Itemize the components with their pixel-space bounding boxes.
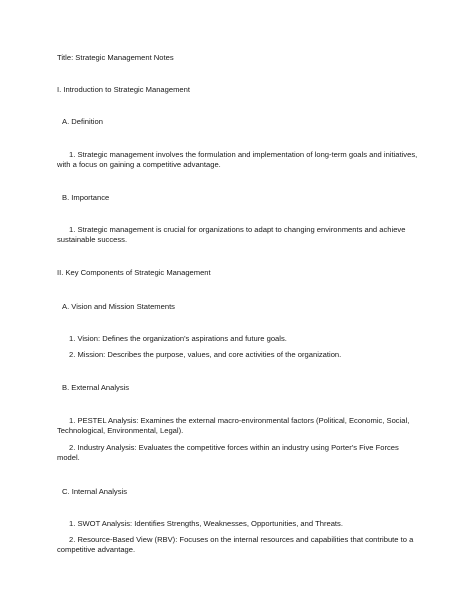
section-2c-item-2: 2. Resource-Based View (RBV): Focuses on the internal resources and capabilities that contribute to a competitive advantage. bbox=[57, 535, 414, 555]
section-1a-item-1: 1. Strategic management involves the formulation and implementation of long-term goals and initiatives, with a focus on gaining a competitive advantage. bbox=[57, 150, 418, 170]
section-2a-heading: A. Vision and Mission Statements bbox=[62, 302, 175, 311]
section-1-heading: I. Introduction to Strategic Management bbox=[57, 85, 190, 94]
section-2c-heading: C. Internal Analysis bbox=[62, 487, 127, 496]
document-title: Title: Strategic Management Notes bbox=[57, 53, 174, 62]
section-2a-item-1: 1. Vision: Defines the organization's aspirations and future goals. bbox=[69, 334, 287, 343]
section-2a-item-2: 2. Mission: Describes the purpose, values, and core activities of the organization. bbox=[69, 350, 342, 359]
section-1b-heading: B. Importance bbox=[62, 193, 110, 202]
section-2b-item-1: 1. PESTEL Analysis: Examines the external macro-environmental factors (Political, Economic, Social, Technological, Environmental, Legal). bbox=[57, 416, 410, 436]
section-2b-item-2: 2. Industry Analysis: Evaluates the competitive forces within an industry using Porter's Five Forces model. bbox=[57, 443, 399, 463]
section-1b-item-1: 1. Strategic management is crucial for organizations to adapt to changing environments and achieve sustainable success. bbox=[57, 225, 406, 245]
section-2c-item-1: 1. SWOT Analysis: Identifies Strengths, Weaknesses, Opportunities, and Threats. bbox=[69, 519, 343, 528]
section-1a-heading: A. Definition bbox=[62, 117, 103, 126]
section-2b-heading: B. External Analysis bbox=[62, 383, 130, 392]
section-2-heading: II. Key Components of Strategic Management bbox=[57, 268, 211, 277]
